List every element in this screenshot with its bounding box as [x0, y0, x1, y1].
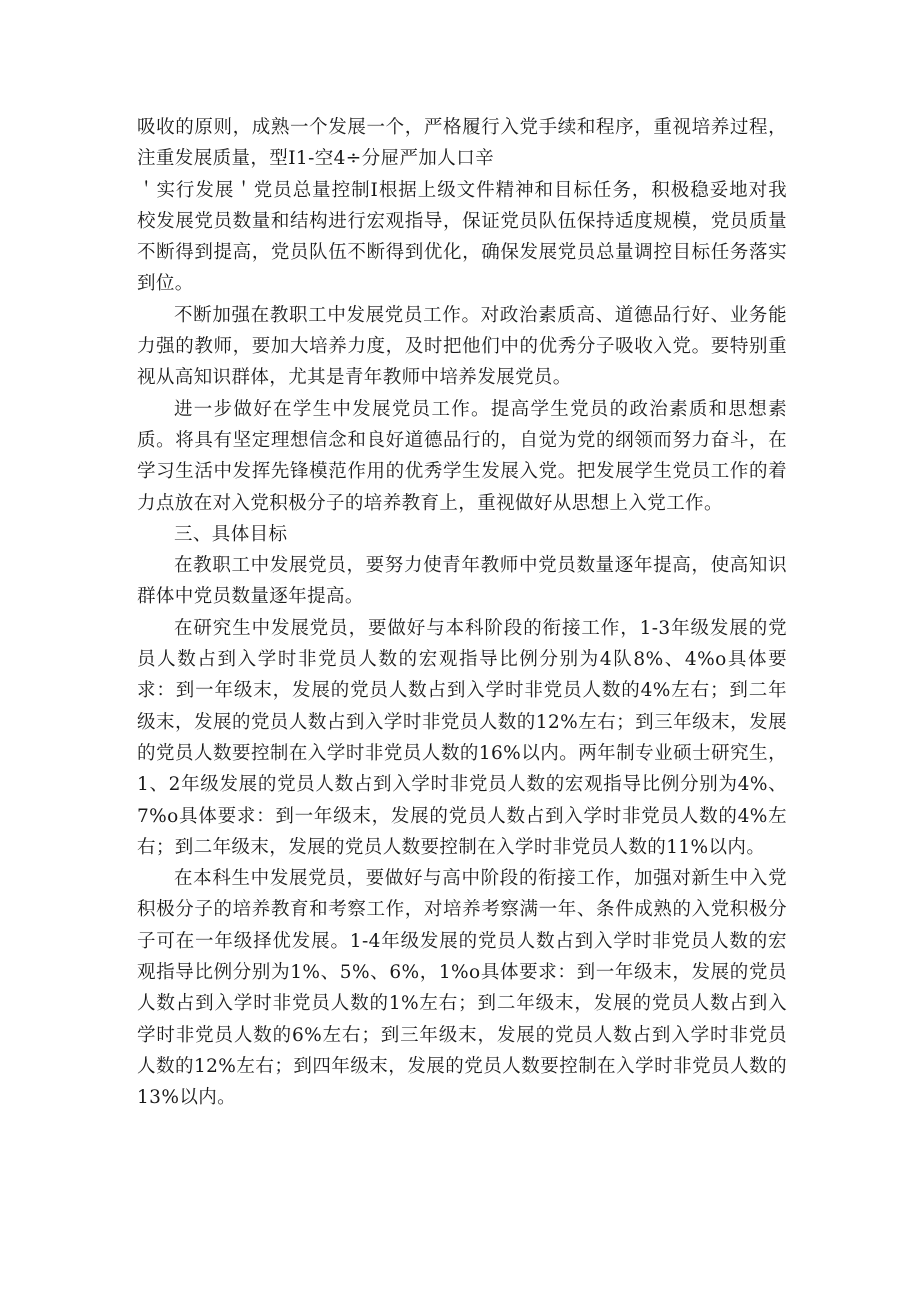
paragraph-students: 进一步做好在学生中发展党员工作。提高学生党员的政治素质和思想素质。将具有坚定理想信念和良好道德品行的，自觉为党的纲领而努力奋斗，在学习生活中发挥先锋模范作用的优秀学生发展入党。把发展学生党员工作的着力点放在对入党积极分子的培养教育上，重视做好从思想上入党工作。: [137, 398, 787, 514]
paragraph-intro: 吸收的原则，成熟一个发展一个，严格履行入党手续和程序，重视培养过程，注重发展质量，型I1-空4÷分屉严加人口辛: [137, 117, 787, 170]
paragraph-total-control: ＇实行发展＇党员总量控制I根据上级文件精神和目标任务，积极稳妥地对我校发展党员数量和结构进行宏观指导，保证党员队伍保持适度规模，党员质量不断得到提高，党员队伍不断得到优化，确保发展党员总量调控目标任务落实到位。: [137, 179, 787, 295]
document-body: [137, 112, 787, 1114]
paragraph-faculty-goal: 在教职工中发展党员，要努力使青年教师中党员数量逐年提高，使高知识群体中党员数量逐年提高。: [137, 555, 787, 608]
paragraph-faculty: 不断加强在教职工中发展党员工作。对政治素质高、道德品行好、业务能力强的教师，要加大培养力度，及时把他们中的优秀分子吸收入党。要特别重视从高知识群体，尤其是青年教师中培养发展党员。: [137, 304, 787, 389]
section-heading-specific-goals: 三、具体目标: [174, 523, 288, 545]
paragraph-graduate-goal: 在研究生中发展党员，要做好与本科阶段的衔接工作，1-3年级发展的党员人数占到入学时非党员人数的宏观指导比例分别为4队8%、4%o具体要求：到一年级末，发展的党员人数占到入学时非党员人数的4%左右；到二年级末，发展的党员人数占到入学时非党员人数的12%左右；到三年级末，发展的党员人数要控制在入学时非党员人数的16%以内。两年制专业硕士研究生，1、2年级发展的党员人数占到入学时非党员人数的宏观指导比例分别为4%、7%o具体要求：到一年级末，发展的党员人数占到入学时非党员人数的4%左右；到二年级末，发展的党员人数要控制在入学时非党员人数的11%以内。: [137, 617, 787, 858]
paragraph-undergraduate-goal: 在本科生中发展党员，要做好与高中阶段的衔接工作，加强对新生中入党积极分子的培养教育和考察工作，对培养考察满一年、条件成熟的入党积极分子可在一年级择优发展。1-4年级发展的党员人数占到入学时非党员人数的宏观指导比例分别为1%、5%、6%，1%o具体要求：到一年级末，发展的党员人数占到入学时非党员人数的1%左右；到二年级末，发展的党员人数占到入学时非党员人数的6%左右；到三年级末，发展的党员人数占到入学时非党员人数的12%左右；到四年级末，发展的党员人数要控制在入学时非党员人数的13%以内。: [137, 868, 787, 1109]
